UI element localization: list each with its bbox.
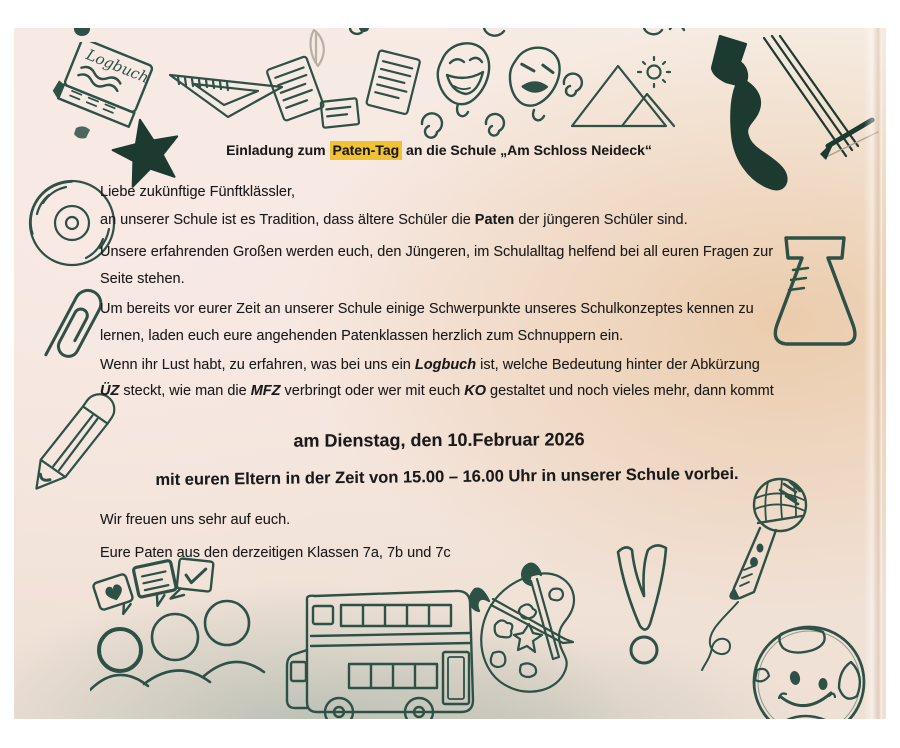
paint-brush-icon bbox=[470, 564, 573, 659]
closing-line: Wir freuen uns sehr auf euch. bbox=[100, 512, 291, 528]
erlenmeyer-flask-icon bbox=[762, 228, 872, 364]
time-line: mit euren Eltern in der Zeit von 15.00 – 16.00 Uhr in unserer Schule vorbei. bbox=[155, 464, 739, 490]
mountains-sun-icon bbox=[566, 56, 682, 132]
salutation: Liebe zukünftige Fünftklässler, bbox=[100, 184, 296, 200]
sun-icon bbox=[648, 66, 661, 79]
tradition-bold-paten: Paten bbox=[474, 212, 515, 228]
book-cover-label: Logbuch bbox=[83, 45, 152, 87]
flying-papers-icon bbox=[252, 28, 438, 130]
paragraph-lust bbox=[100, 352, 778, 404]
tradition-text-2: der jüngeren Schüler sind. bbox=[514, 212, 688, 228]
date-line: am Dienstag, den 10.Februar 2026 bbox=[293, 429, 585, 451]
paper-photo bbox=[14, 28, 886, 719]
lust-text-5: gestaltet und noch vieles mehr, dann kommt bbox=[486, 383, 774, 399]
quill-feather-icon bbox=[311, 30, 324, 66]
paragraph-grosse: Unsere erfahrenden Großen werden euch, den Jüngeren, im Schulalltag helfend bei all euren Fragen zur Seite stehen. bbox=[100, 244, 774, 287]
signature-line: Eure Paten aus den derzeitigen Klassen 7a, 7b und 7c bbox=[100, 545, 451, 561]
heart-bubble-icon bbox=[93, 573, 137, 620]
tradition-text-1: an unserer Schule ist es Tradition, dass ältere Schüler die bbox=[100, 212, 475, 228]
lust-text-3: steckt, wie man die bbox=[119, 383, 251, 399]
smiley-earth-icon bbox=[745, 618, 881, 719]
paragraph-tradition bbox=[100, 207, 778, 234]
lust-ko: KO bbox=[464, 383, 486, 399]
lust-uez: ÜZ bbox=[100, 383, 120, 399]
title-post: an die Schule „Am Schloss Neideck“ bbox=[402, 142, 652, 158]
text-bubble-icon bbox=[133, 560, 179, 609]
paragraph-schnuppern: Um bereits vor eurer Zeit an unserer Schule einige Schwerpunkte unseres Schulkonzeptes kennen zu lernen, laden euch eure angehenden Patenklassen herzlich zum Schnuppern ein. bbox=[100, 301, 754, 344]
double-decker-bus-icon bbox=[283, 578, 485, 719]
lust-text-4: verbringt oder wer mit euch bbox=[280, 383, 465, 399]
title-highlight: Paten-Tag bbox=[330, 141, 403, 160]
people-speech-bubbles-icon bbox=[90, 552, 268, 692]
lust-mfz: MFZ bbox=[250, 383, 281, 399]
lust-text-1: Wenn ihr Lust habt, zu erfahren, was bei uns ein bbox=[100, 357, 415, 373]
paint-palette-icon bbox=[465, 555, 591, 707]
title-pre: Einladung zum bbox=[226, 142, 330, 158]
lust-logbuch: Logbuch bbox=[414, 357, 477, 373]
lust-text-2: ist, welche Bedeutung hinter der Abkürzung bbox=[476, 357, 760, 373]
letter-title bbox=[100, 141, 778, 159]
